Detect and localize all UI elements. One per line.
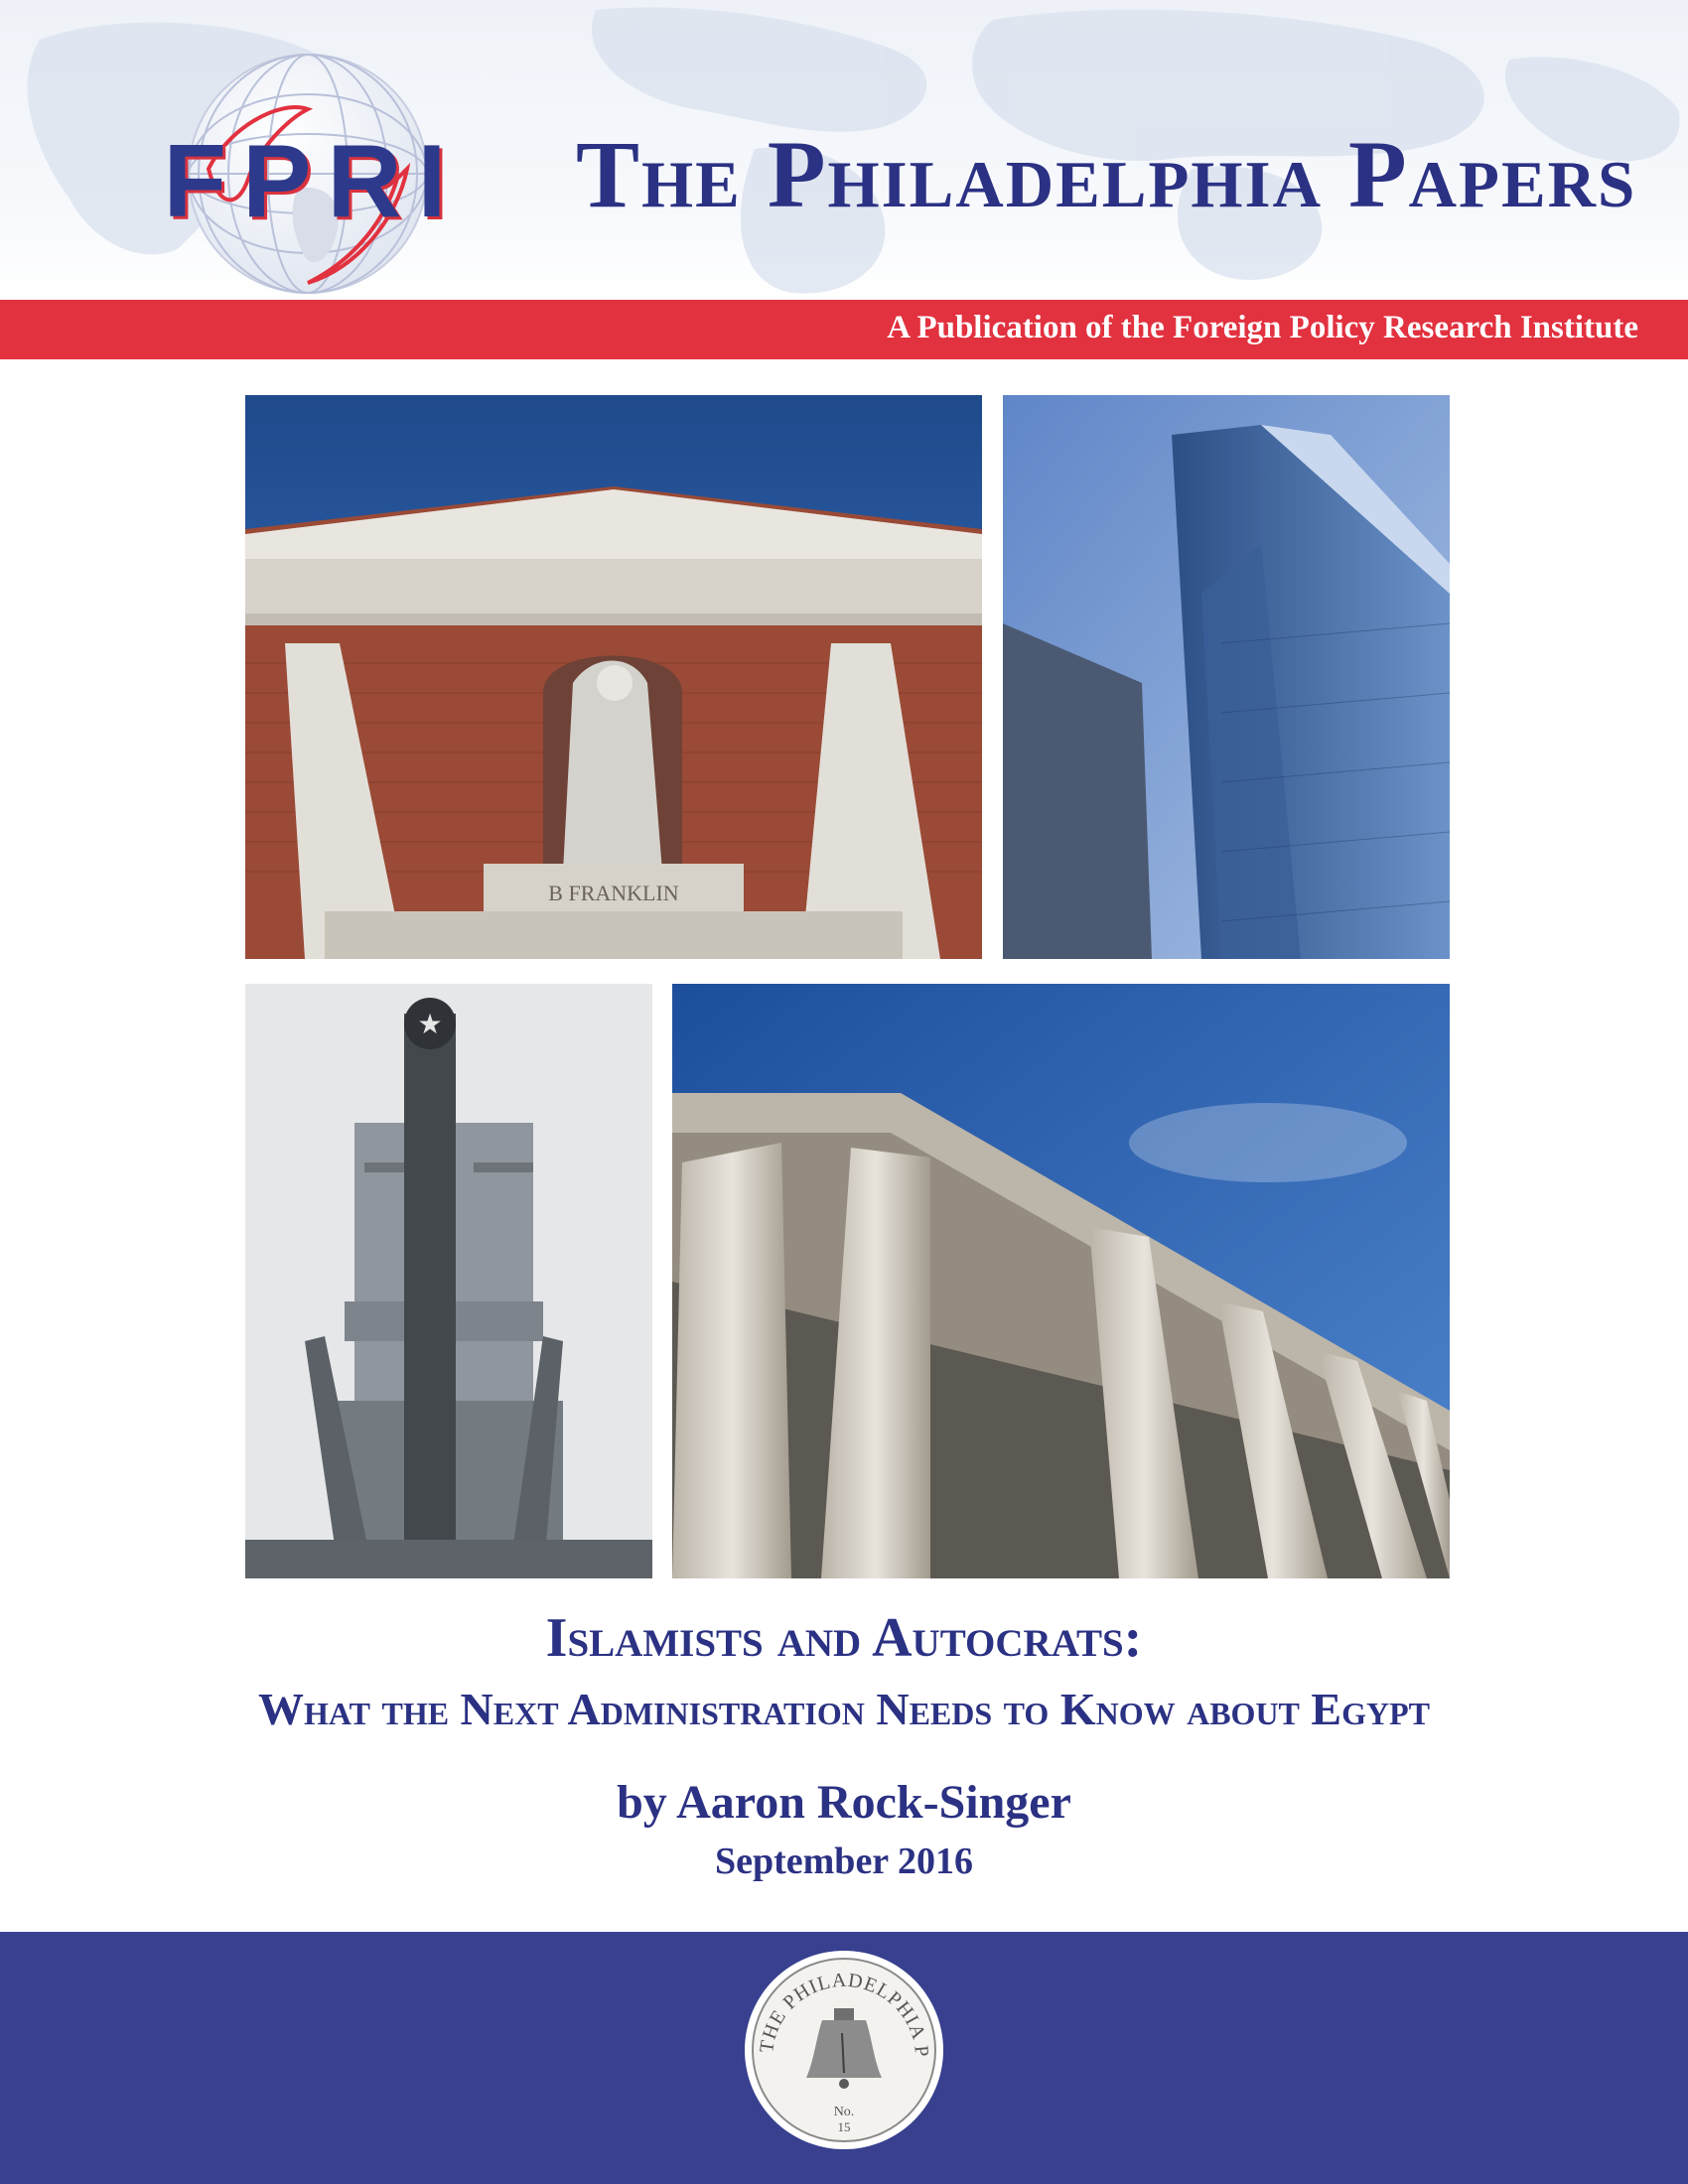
publication-date: September 2016 (715, 1841, 973, 1882)
report-subtitle: What the Next Administration Needs to Know about Egypt (258, 1684, 1430, 1734)
star-icon: ★ (417, 1008, 443, 1040)
header-banner (0, 0, 1688, 298)
series-title: The Philadelphia Papers (576, 121, 1637, 227)
publication-tagline: A Publication of the Foreign Policy Research Institute (887, 310, 1638, 345)
photo-skyscraper (1003, 395, 1450, 959)
seal-number: 15 (837, 2119, 851, 2134)
philadelphia-papers-seal (743, 1949, 945, 2151)
photo-battleship (245, 984, 652, 1578)
seal-number-label: No. (833, 2105, 855, 2119)
logo-wordmark: FPRI (163, 124, 463, 239)
photo-columns (672, 984, 1450, 1578)
statue-inscription: B FRANKLIN (548, 881, 679, 905)
report-title: Islamists and Autocrats: (545, 1607, 1143, 1669)
author-byline: by Aaron Rock-Singer (617, 1776, 1071, 1829)
photo-franklin-building (245, 395, 982, 959)
seal-text: THE PHILADELPHIA P (756, 1969, 933, 2057)
fpri-logo (149, 40, 477, 298)
